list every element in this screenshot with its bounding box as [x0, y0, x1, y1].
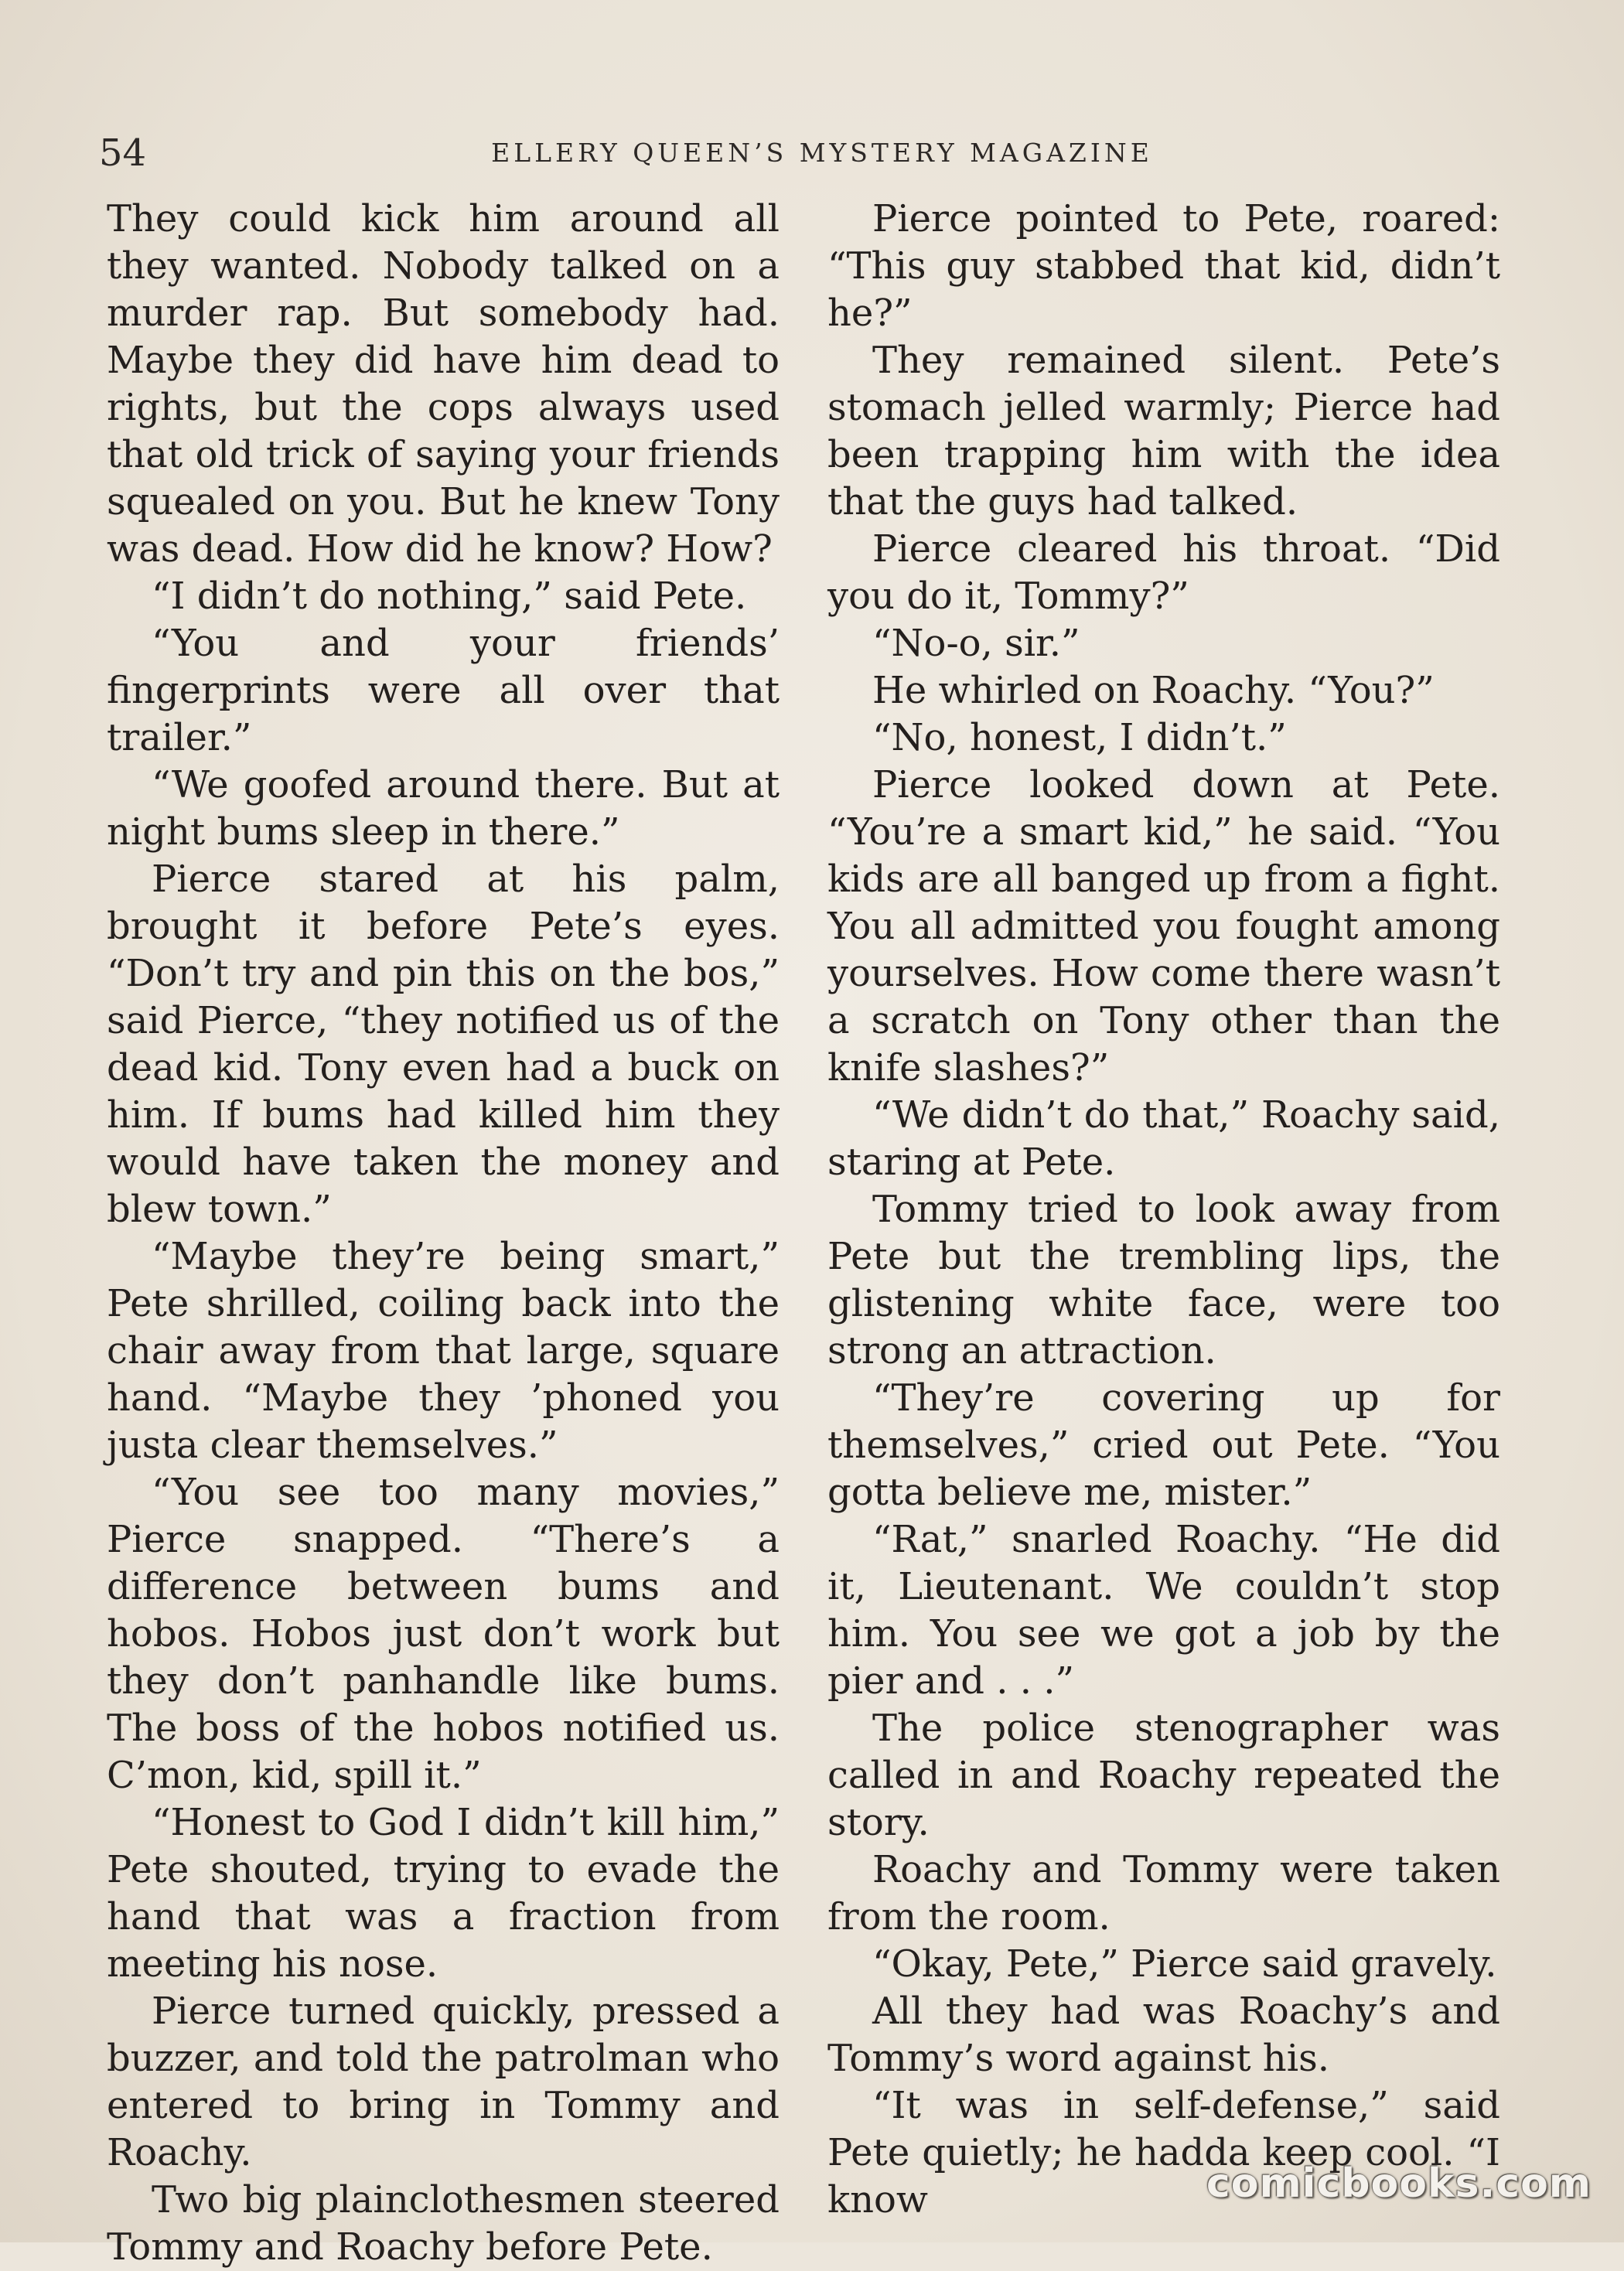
paragraph: “Okay, Pete,” Pierce said gravely. [872, 1942, 1497, 1986]
paragraph: “Honest to God I didn’t kill him,” Pete shouted, trying to evade the hand that was a fraction from meeting his nose. [107, 1801, 780, 1986]
paragraph: Pierce cleared his throat. “Did you do it, Tommy?” [827, 527, 1500, 618]
paragraph: All they had was Roachy’s and Tommy’s word against his. [827, 1990, 1500, 2080]
paragraph: Tommy tried to look away from Pete but the trembling lips, the glistening white face, were too strong an attraction. [827, 1188, 1500, 1372]
paragraph: “I didn’t do nothing,” said Pete. [152, 575, 747, 618]
right-column [827, 196, 1500, 2224]
paragraph: “No, honest, I didn’t.” [872, 716, 1287, 759]
paragraph: “No-o, sir.” [872, 622, 1080, 665]
paragraph: The police stenographer was called in and Roachy repeated the story. [827, 1707, 1500, 1844]
paragraph: Pierce looked down at Pete. “You’re a smart kid,” he said. “You kids are all banged up from a fight. You all admitted you fought among yourselves. How come there wasn’t a scratch on Tony other than the knife slashes?” [827, 763, 1500, 1089]
paragraph: “You and your friends’ fingerprints were all over that trailer.” [107, 622, 780, 759]
paragraph: “Maybe they’re being smart,” Pete shrilled, coiling back into the chair away from that large, square hand. “Maybe they ’phoned you justa clear themselves.” [107, 1235, 780, 1467]
paragraph: “We goofed around there. But at night bums sleep in there.” [107, 763, 780, 854]
paragraph: “Rat,” snarled Roachy. “He did it, Lieutenant. We couldn’t stop him. You see we got a job by the pier and . . .” [827, 1518, 1500, 1703]
site-watermark: comicbooks.com [1206, 2160, 1592, 2207]
paragraph: They remained silent. Pete’s stomach jelled warmly; Pierce had been trapping him with the idea that the guys had talked. [827, 339, 1500, 523]
paragraph: “You see too many movies,” Pierce snapped. “There’s a difference between bums and hobos. Hobos just don’t work but they don’t panhandle like bums. The boss of the hobos notified us. C’mon, kid, spill it.” [107, 1471, 780, 1797]
running-title: ELLERY QUEEN’S MYSTERY MAGAZINE [491, 138, 1153, 168]
paragraph: Pierce turned quickly, pressed a buzzer, and told the patrolman who entered to bring in Tommy and Roachy. [107, 1990, 780, 2174]
left-column [107, 196, 780, 2271]
paragraph: Pierce pointed to Pete, roared: “This guy stabbed that kid, didn’t he?” [827, 197, 1500, 335]
paragraph: He whirled on Roachy. “You?” [872, 669, 1435, 712]
paragraph: “We didn’t do that,” Roachy said, staring at Pete. [827, 1093, 1500, 1184]
paragraph: Roachy and Tommy were taken from the room. [827, 1848, 1500, 1939]
paragraph: Pierce stared at his palm, brought it before Pete’s eyes. “Don’t try and pin this on the bos,” said Pierce, “they notified us of the dead kid. Tony even had a buck on him. If bums had killed him they would have taken the money and blew town.” [107, 858, 780, 1231]
paragraph: “It was in self-defense,” said Pete quietly; he hadda keep cool. “I know [827, 2084, 1500, 2222]
paragraph: “They’re covering up for themselves,” cried out Pete. “You gotta believe me, mister.” [827, 1376, 1500, 1514]
page-number: 54 [99, 131, 147, 175]
paragraph: They could kick him around all they wanted. Nobody talked on a murder rap. But somebody had. Maybe they did have him dead to rights, but the cops always used that old trick of saying your friends squealed on you. But he knew Tony was dead. How did he know? How? [107, 197, 780, 571]
paragraph: Two big plainclothesmen steered Tommy and Roachy before Pete. [107, 2178, 780, 2269]
page-header [99, 130, 1545, 176]
